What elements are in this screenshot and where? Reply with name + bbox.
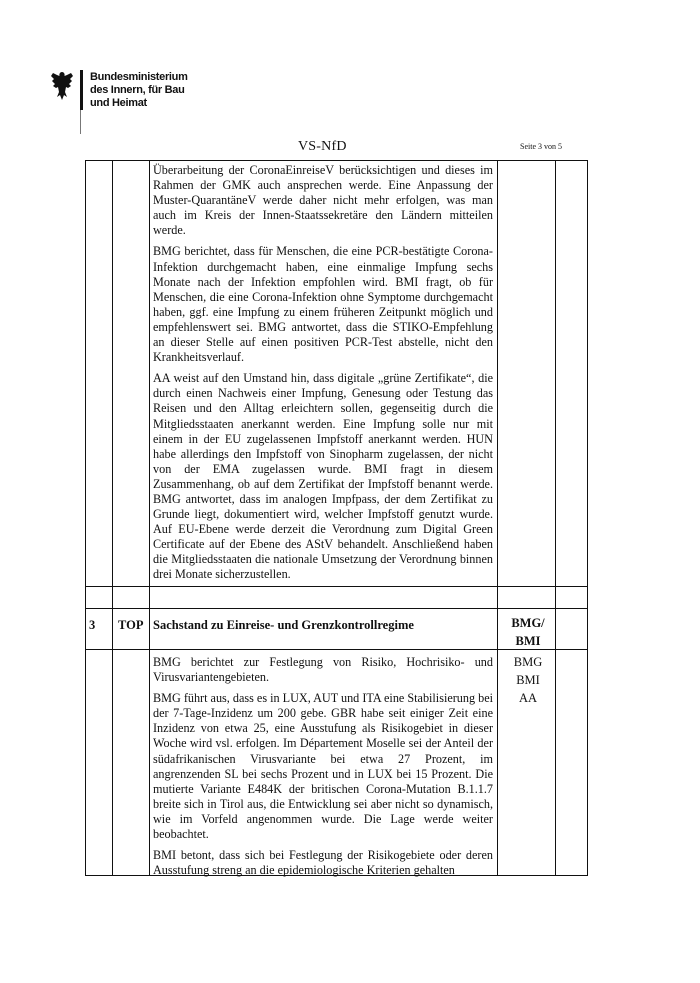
column-divider [149, 160, 150, 876]
ministry-line: des Innern, für Bau [90, 84, 185, 96]
participant: BMG [513, 655, 543, 669]
column-divider [497, 160, 498, 876]
classification-marking: VS-NfD [298, 139, 347, 154]
responsible-ministry: BMG/ [511, 616, 545, 630]
column-divider [555, 160, 556, 876]
agenda-item-label: TOP [118, 618, 144, 632]
logo-divider-bar [80, 70, 83, 110]
agenda-item-title: Sachstand zu Einreise- und Grenzkontrollregime [153, 618, 414, 632]
responsible-ministry: BMI [515, 634, 541, 648]
ministry-line: und Heimat [90, 97, 147, 109]
logo-divider-tail [80, 110, 81, 134]
minutes-paragraph: BMG führt aus, dass es in LUX, AUT und ITA eine Stabilisierung bei der 7-Tage-Inzidenz um 200 gebe. GBR habe seit einiger Zeit eine Inzidenz von etwa 25, eine Ausstufung als Risikogebiet in dieser Woche wird vsl. erfolgen. Im Département Moselle sei der Anteil der südafrikanischen Virusvariante bei etwa 27 Prozent, im angrenzenden SL bei sechs Prozent und in LUX bei 15 Prozent. Die mutierte Variante E484K der britischen Corona-Mutation B.1.1.7 breite sich in Tirol aus, die Entwicklung sei aber nicht so dynamisch, wie im Vorfeld angenommen wurde. Die Lage werde weiter beobachtet. [153, 691, 494, 842]
minutes-paragraph: Überarbeitung der CoronaEinreiseV berücksichtigen und dieses im Rahmen der GMK auch ansprechen werde. Eine Anpassung der Muster-QuarantäneV werde daher nicht mehr erfolgen, was man auch im Kreis der Innen-Staatssekretäre den Ländern mitteilen werde. [153, 163, 493, 238]
agenda-item-number: 3 [89, 618, 96, 632]
agenda-item-responsible [498, 614, 558, 650]
table-border-left [85, 160, 86, 876]
table-border-right [587, 160, 588, 876]
table-border-top [85, 160, 588, 161]
row-divider [85, 608, 588, 609]
page-number: Seite 3 von 5 [520, 142, 562, 151]
minutes-paragraph: BMI betont, dass sich bei Festlegung der Risikogebiete oder deren Ausstufung streng an die epidemiologische Kriterien gehalten [153, 848, 493, 878]
participant: AA [518, 691, 538, 705]
participant-list [498, 653, 558, 707]
agenda-item-discussion [153, 655, 493, 884]
ministry-logo [50, 70, 250, 150]
federal-eagle-icon [50, 70, 74, 102]
ministry-name [90, 71, 188, 110]
continued-discussion [153, 163, 493, 589]
minutes-table [85, 160, 588, 876]
column-divider [112, 160, 113, 876]
minutes-paragraph: BMG berichtet zur Festlegung von Risiko, Hochrisiko- und Virusvariantengebieten. [153, 655, 493, 685]
ministry-line: Bundesministerium [90, 71, 188, 83]
minutes-paragraph: BMG berichtet, dass für Menschen, die eine PCR-bestätigte Corona-Infektion durchgemacht haben, eine einmalige Impfung sechs Monate nach der Infektion empfohlen wird. BMI fragt, ob für Menschen, die eine Corona-Infektion ohne Symptome durchgemacht haben, ggf. eine Impfung zu einem früheren Zeitpunkt möglich und empfehlenswert sei. BMG antwortet, dass die STIKO-Empfehlung an dieser Stelle auf einen positiven PCR-Test abstelle, nicht den Krankheitsverlauf. [153, 244, 493, 365]
minutes-paragraph: AA weist auf den Umstand hin, dass digitale „grüne Zertifikate“, die durch einen Nachweis einer Impfung, Genesung oder Testung das Reisen und den Alltag erleichtern sollen, gegenseitig durch die Mitgliedsstaaten anerkannt werden. Eine Impfung solle nur mit einem in der EU zugelassenen Impfstoff anerkannt werden. HUN habe allerdings den Impfstoff von Sinopharm zugelassen, der nicht von der EMA zugelassen wurde. BMI fragt in diesem Zusammenhang, ob auf dem Zertifikat der Impfstoff benannt werde. BMG antwortet, dass im analogen Impfpass, der dem Zertifikat zu Grunde liegt, dokumentiert wird, welcher Impfstoff genutzt wurde. Auf EU-Ebene werde derzeit die Verordnung zum Digital Green Certificate auf der Ebene des AStV behandelt. Anschließend haben die Mitgliedsstaaten die nationale Umsetzung der Verordnung binnen drei Monate sicherzustellen. [153, 371, 493, 582]
participant: BMI [516, 673, 540, 687]
